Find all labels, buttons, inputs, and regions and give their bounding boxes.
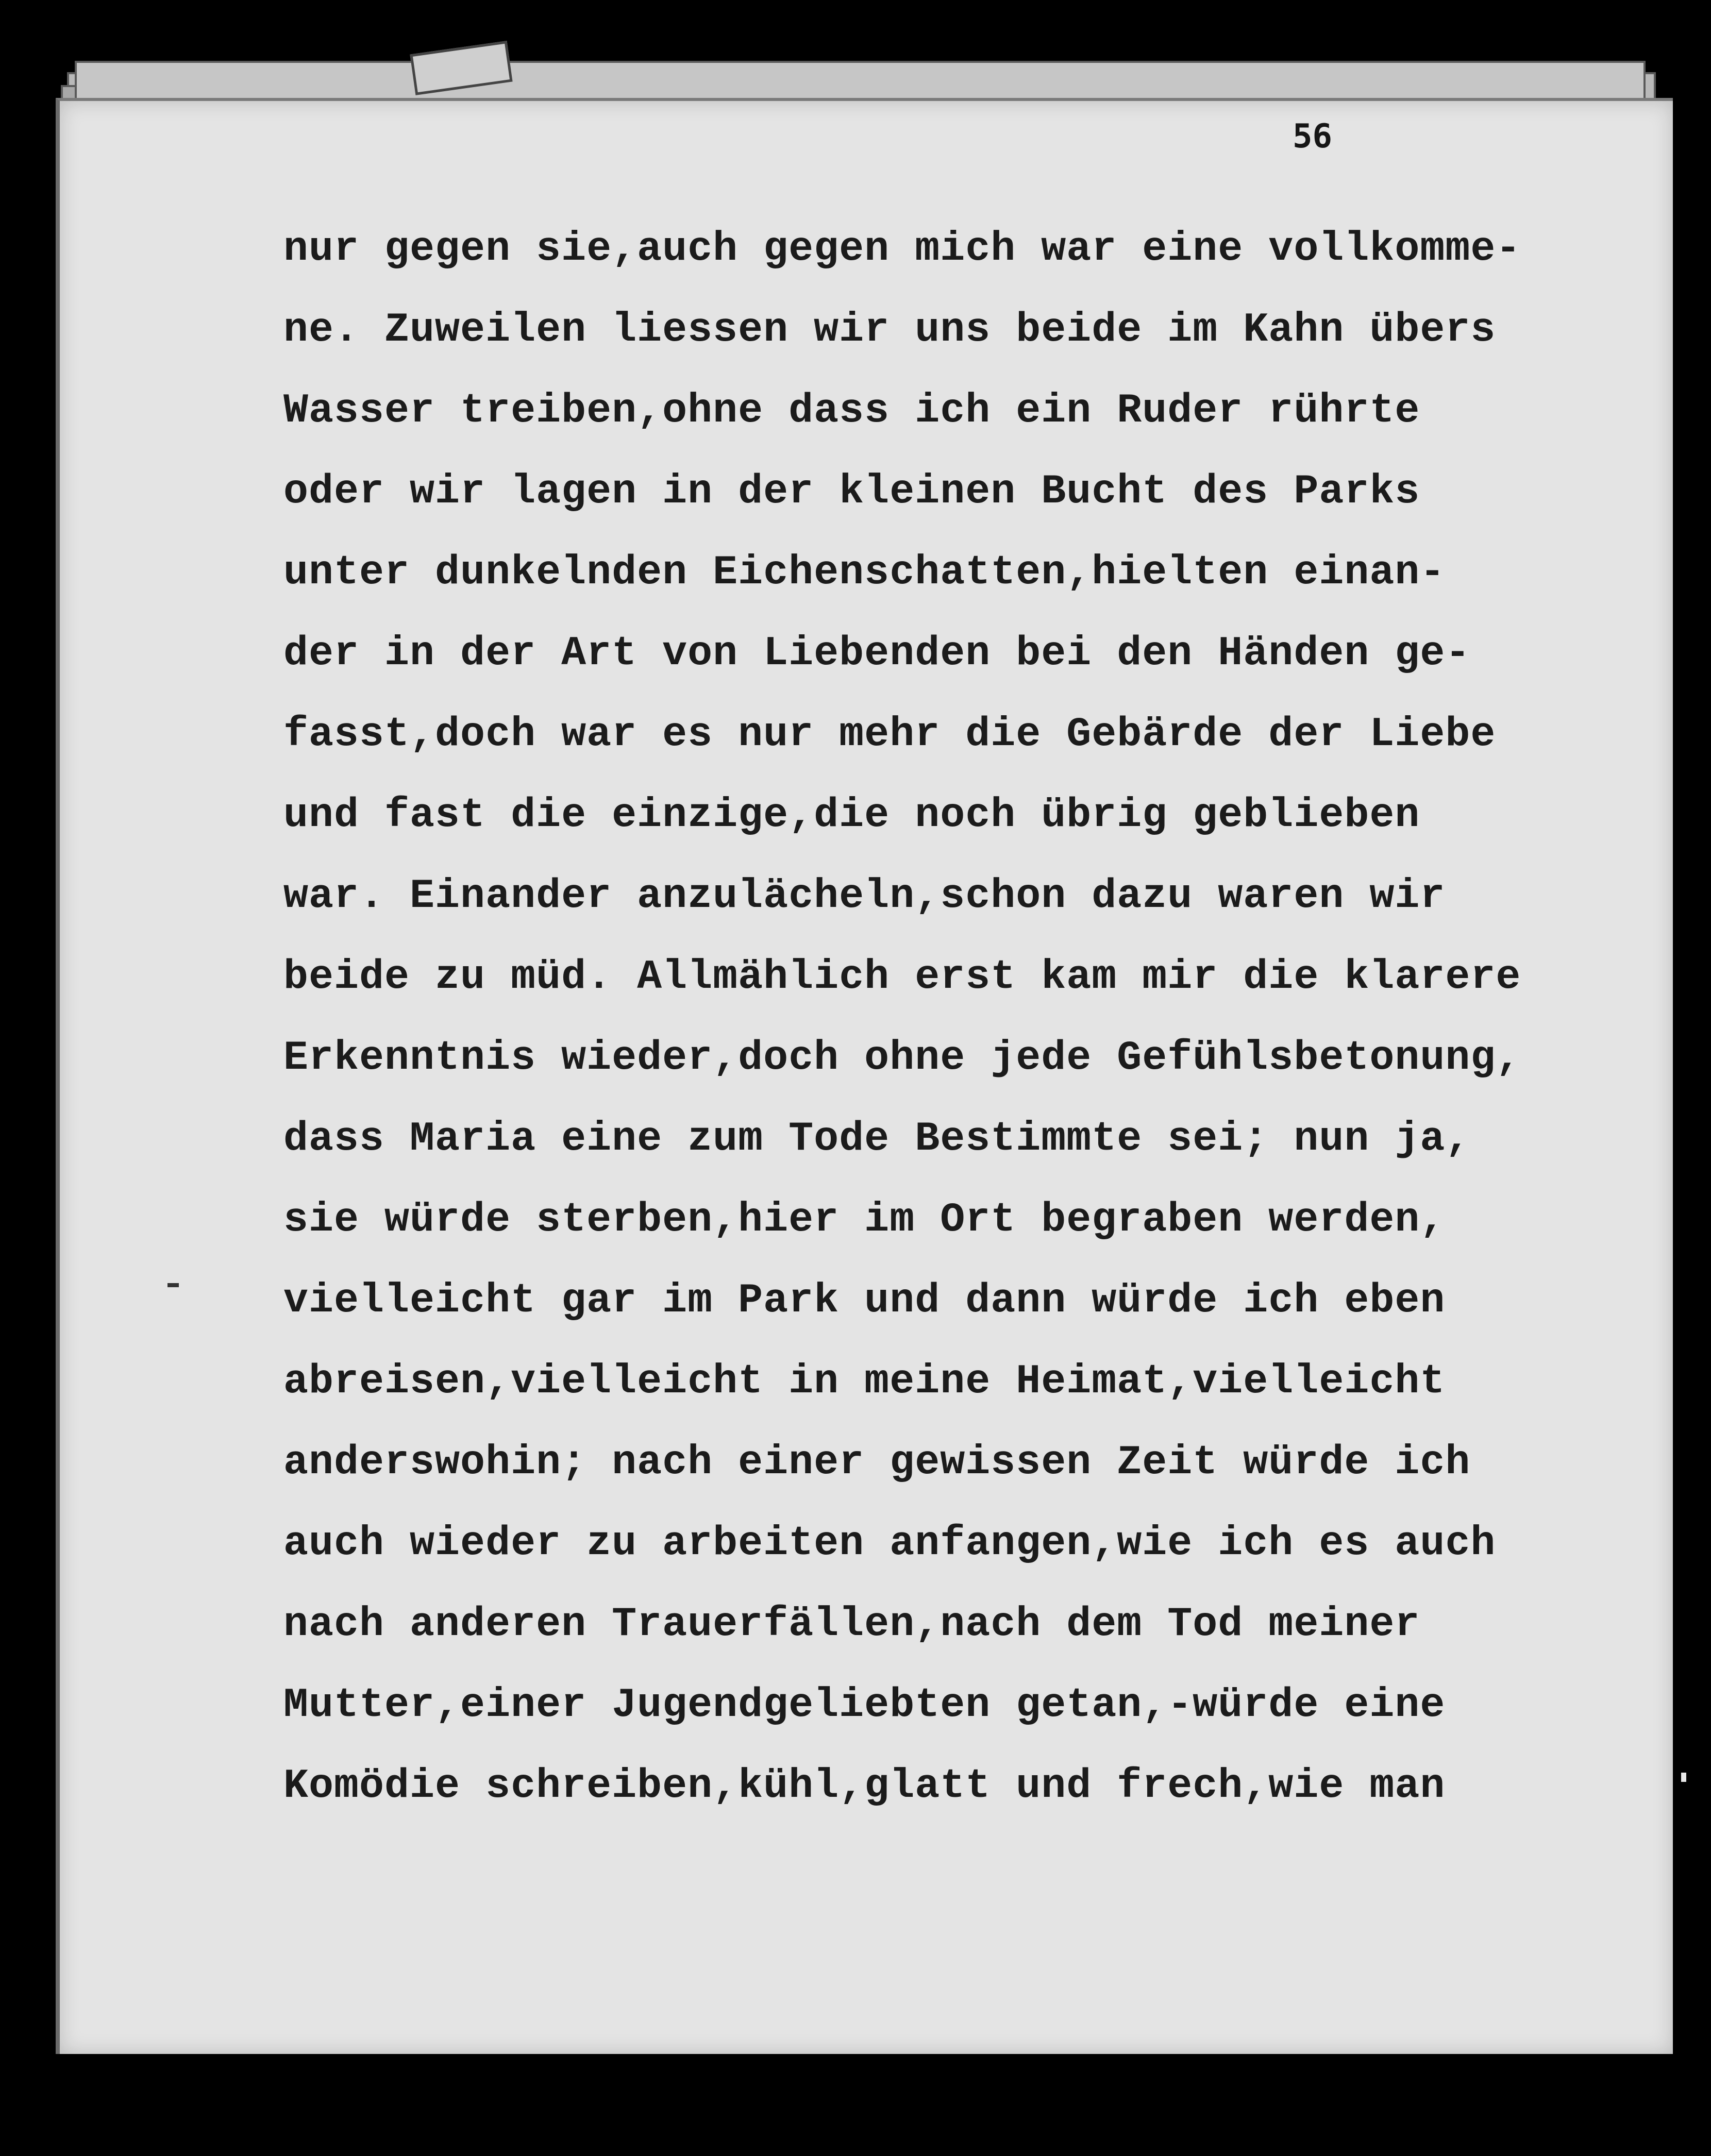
text-line: Komödie schreiben,kühl,glatt und frech,wie man: [283, 1763, 1446, 1810]
text-line: anderswohin; nach einer gewissen Zeit würde ich: [283, 1439, 1471, 1486]
text-line: Mutter,einer Jugendgeliebten getan,-würde eine: [283, 1682, 1446, 1729]
text-line: und fast die einzige,die noch übrig geblieben: [283, 792, 1420, 839]
text-line: Erkenntnis wieder,doch ohne jede Gefühlsbetonung,: [283, 1035, 1521, 1082]
text-line: Wasser treiben,ohne dass ich ein Ruder rührte: [283, 388, 1420, 434]
text-line: fasst,doch war es nur mehr die Gebärde der Liebe: [283, 711, 1496, 758]
text-line: sie würde sterben,hier im Ort begraben werden,: [283, 1197, 1446, 1243]
text-line: nach anderen Trauerfällen,nach dem Tod meiner: [283, 1601, 1420, 1648]
text-line: unter dunkelnden Eichenschatten,hielten einan-: [283, 549, 1446, 596]
text-line: vielleicht gar im Park und dann würde ich eben: [283, 1277, 1446, 1324]
text-line: der in der Art von Liebenden bei den Händen ge-: [283, 630, 1471, 677]
text-line: oder wir lagen in der kleinen Bucht des Parks: [283, 468, 1420, 515]
text-line: nur gegen sie,auch gegen mich war eine vollkomme-: [283, 226, 1521, 273]
page-number: 56: [1293, 117, 1333, 156]
text-line: war. Einander anzulächeln,schon dazu waren wir: [283, 873, 1446, 920]
text-line: beide zu müd. Allmählich erst kam mir die klarere: [283, 954, 1521, 1001]
margin-mark: [167, 1283, 179, 1287]
text-line: dass Maria eine zum Tode Bestimmte sei; nun ja,: [283, 1116, 1471, 1163]
edge-mark: [1681, 1773, 1686, 1782]
text-line: auch wieder zu arbeiten anfangen,wie ich es auch: [283, 1520, 1496, 1567]
typed-text-body: [283, 209, 1582, 1827]
text-line: abreisen,vielleicht in meine Heimat,vielleicht: [283, 1358, 1446, 1405]
text-line: ne. Zuweilen liessen wir uns beide im Kahn übers: [283, 307, 1496, 353]
